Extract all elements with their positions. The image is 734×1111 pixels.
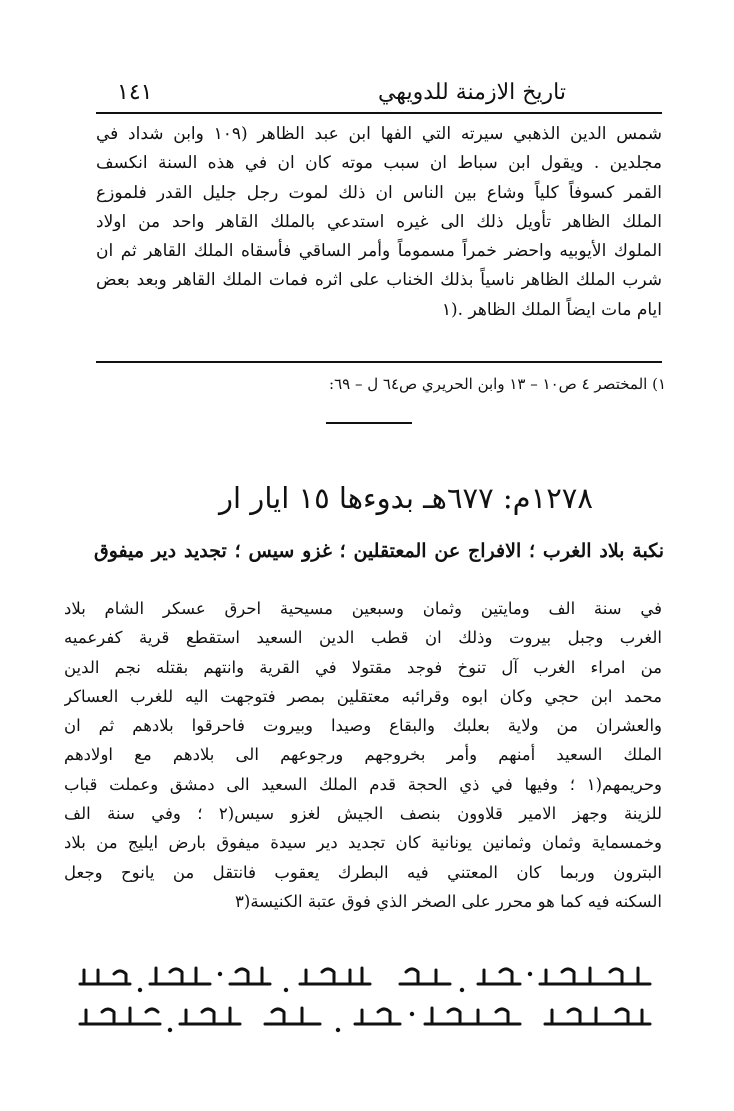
text-line: الغرب وجبل بيروت وذلك ان قطب الدين السعيد استقطع قرية كفرعميه	[64, 628, 662, 648]
text-line: الملك الظاهر تأويل ذلك الى غيره استدعي بالملك القاهر واحد من اولاد	[96, 211, 662, 232]
text-line: وحريمهم(١ ؛ وفيها في ذي الحجة قدم الملك السعيد الى دمشق وعملت قباب	[64, 774, 662, 794]
header-rule	[96, 112, 662, 114]
text-line: القمر كسوفاً كلياً وشاع بين الناس ان ذلك لموت رجل جليل القدر فلموزع	[96, 182, 662, 203]
continuation-paragraph	[96, 120, 662, 325]
text-line: في سنة الف ومايتين وثمان وسبعين مسيحية احرق عسكر الشام بلاد	[64, 599, 662, 618]
main-paragraph	[64, 594, 662, 916]
text-line: مجلدين . ويقول ابن سباط ان سبب موته كان ان في هذه السنة انكسف	[96, 153, 662, 174]
year-heading: ١٢٧٨م: ٦٧٧هـ بدوءها ١٥ ايار ار	[219, 481, 593, 515]
text-line: للزينة وجهز الامير قلاوون بنصف الجيش لغزو سيس(٢ ؛ وفي سنة الف	[64, 804, 662, 824]
text-line: وخمسماية وثمان وثمانين يونانية كان تجديد دير سيدة ميفوق بارض ايليج من بلاد	[64, 833, 662, 853]
footnote: ١) المختصر ٤ ص١٠ – ١٣ وابن الحريري ص٦٤ ل – ٦٩:	[329, 375, 666, 393]
running-header	[95, 76, 661, 112]
syriac-script-icon	[70, 960, 660, 1040]
text-line: السكنه فيه كما هو محرر على الصخر الذي فوق عتبة الكنيسة(٣	[235, 891, 662, 911]
section-subtitle: نكبة بلاد الغرب ؛ الافراج عن المعتقلين ؛ غزو سيس ؛ تجديد دير ميفوق	[94, 540, 664, 562]
text-line: والعشران من ولاية بعلبك والبقاع وصيدا وبيروت فاحرقوا بلادهم ثم ان	[64, 716, 662, 736]
text-line: ايام مات ايضاً الملك الظاهر .(١	[441, 299, 662, 320]
section-separator	[326, 422, 412, 424]
text-line: الملوك الأيوبيه واحضر خمراً مسموماً وأمر الساقي فأسقاه الملك القاهر ثم ان	[96, 241, 662, 262]
header-title: تاريخ الازمنة للدويهي	[377, 80, 566, 105]
text-line: شمس الدين الذهبي سيرته التي الفها ابن عبد الظاهر (١٠٩ وابن شداد في	[96, 124, 662, 144]
page-number: ١٤١	[117, 80, 153, 105]
text-line: محمد ابن حجي وكان ابوه وقرائبه معتقلين بمصر فتوجهت اليه للغرب العساكر	[64, 686, 662, 706]
syriac-inscription	[70, 960, 660, 1040]
text-line: البترون وربما كان المعتني فيه البطرك يعقوب فانتقل من يانوح وجعل	[64, 862, 662, 882]
footnote-rule	[96, 361, 662, 363]
text-line: شرب الملك الظاهر ناسياً بذلك الخناب على اثره فمات الملك القاهر وبعد بعض	[96, 270, 662, 291]
text-line: من امراء الغرب آل تنوخ فوجد مقتولا في القرية وانتهم بقتله نجم الدين	[64, 657, 662, 677]
text-line: الملك السعيد أمنهم وأمر بخروجهم ورجوعهم الى بلادهم مع اولادهم	[64, 745, 662, 765]
